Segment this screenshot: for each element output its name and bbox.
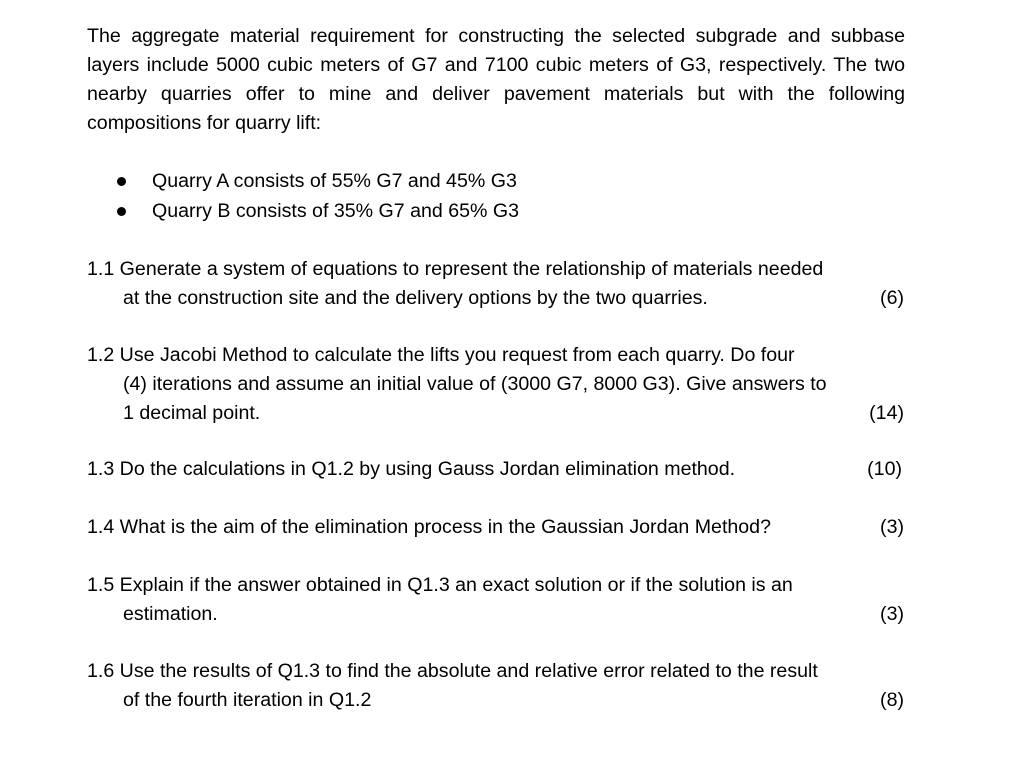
- question-line: 1.5 Explain if the answer obtained in Q1.3 an exact solution or if the solution is an: [87, 574, 793, 596]
- marks-label: (14): [869, 402, 904, 424]
- quarry-b-text: Quarry B consists of 35% G7 and 65% G3: [152, 200, 520, 222]
- marks-label: (8): [880, 689, 904, 711]
- question-1-6: [87, 657, 907, 715]
- question-line-wrap: [87, 513, 907, 542]
- intro-paragraph: The aggregate material requirement for constructing the selected subgrade and subbase layers include 5000 cubic meters of G7 and 7100 cubic meters of G3, respectively. The two nearby quarries offer to mine and deliver pavement materials but with the following compositions for quarry lift:: [87, 25, 905, 134]
- question-line: 1.4 What is the aim of the elimination process in the Gaussian Jordan Method?: [87, 516, 771, 538]
- quarry-list: [114, 166, 519, 226]
- bullet-icon: [117, 207, 126, 216]
- question-line: 1.2 Use Jacobi Method to calculate the lifts you request from each quarry. Do four: [87, 344, 795, 366]
- question-1-3: [87, 455, 907, 484]
- bullet-icon: [117, 177, 126, 186]
- marks-label: (3): [880, 516, 904, 538]
- question-line: 1.1 Generate a system of equations to represent the relationship of materials needed: [87, 258, 824, 280]
- quarry-a-text: Quarry A consists of 55% G7 and 45% G3: [152, 170, 517, 192]
- list-item: [114, 166, 519, 196]
- marks-label: (6): [880, 287, 904, 309]
- question-1-2: [87, 341, 907, 428]
- marks-label: (10): [867, 458, 902, 480]
- question-line-wrap: [87, 600, 907, 629]
- question-1-5: [87, 571, 907, 629]
- marks-label: (3): [880, 603, 904, 625]
- question-line-wrap: [87, 455, 907, 484]
- list-item: [114, 196, 519, 226]
- question-1-4: [87, 513, 907, 542]
- question-line: at the construction site and the delivery options by the two quarries.: [123, 287, 708, 309]
- question-line: of the fourth iteration in Q1.2: [123, 689, 372, 711]
- question-1-1: [87, 255, 907, 313]
- question-line: estimation.: [123, 603, 218, 625]
- question-line: 1.6 Use the results of Q1.3 to find the absolute and relative error related to the result: [87, 660, 818, 682]
- question-line: (4) iterations and assume an initial value of (3000 G7, 8000 G3). Give answers to: [123, 373, 827, 395]
- question-line-wrap: [87, 686, 907, 715]
- question-line-wrap: [87, 399, 907, 428]
- question-line: 1 decimal point.: [123, 402, 261, 424]
- question-line-wrap: [87, 284, 907, 313]
- question-line: 1.3 Do the calculations in Q1.2 by using Gauss Jordan elimination method.: [87, 458, 736, 480]
